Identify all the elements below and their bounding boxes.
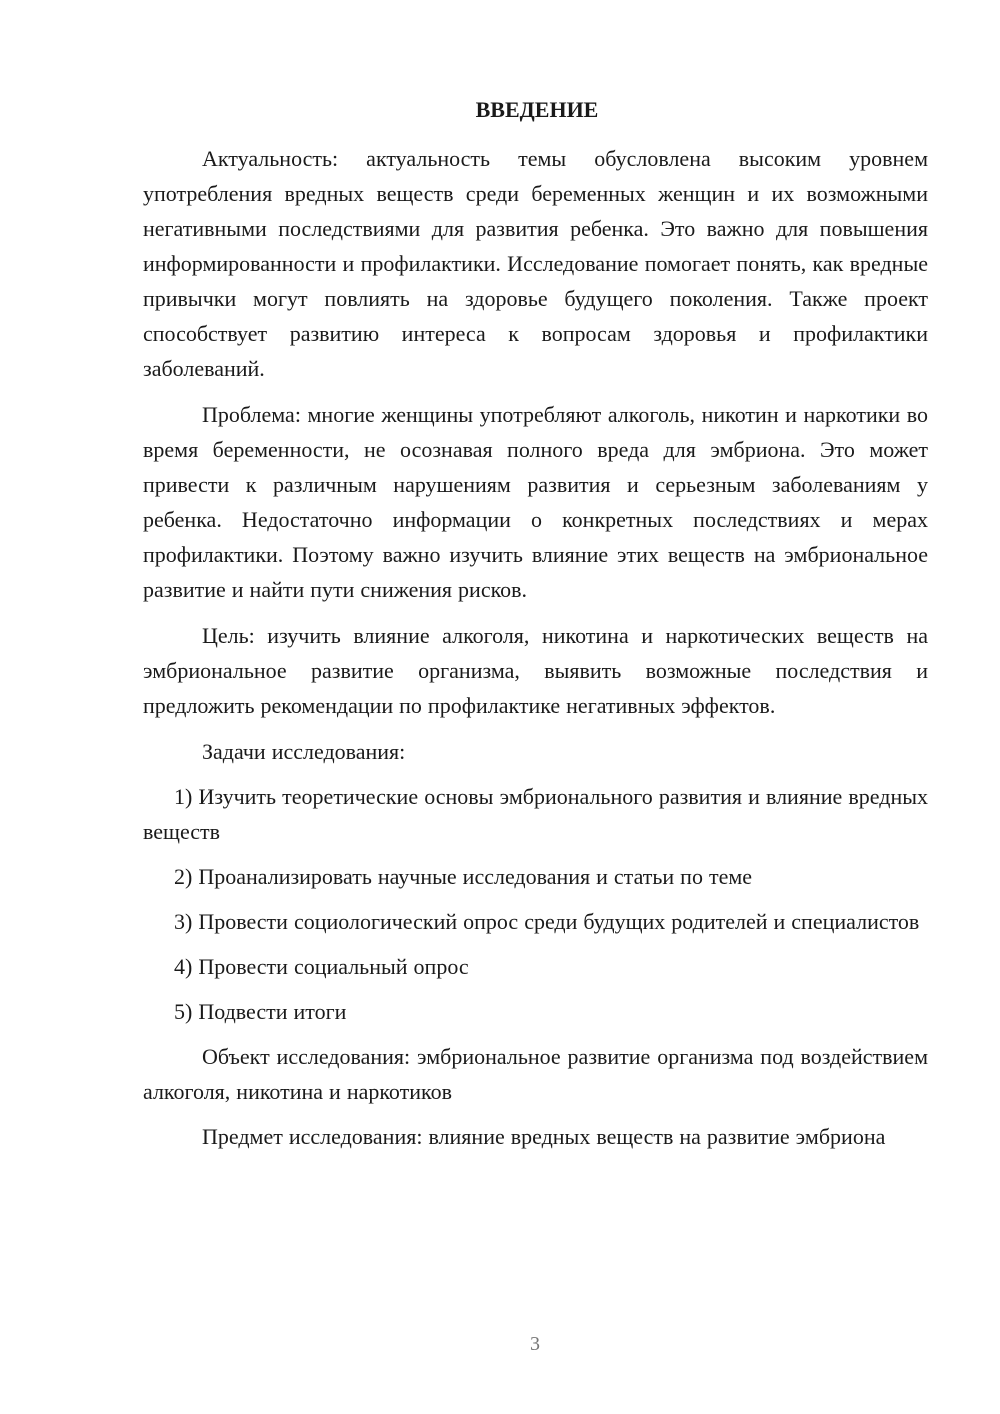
research-object-paragraph: Объект исследования: эмбриональное развитие организма под воздействием алкоголя, никотина и наркотиков bbox=[143, 1044, 928, 1104]
tasks-heading: Задачи исследования: bbox=[202, 739, 406, 764]
tasks-list bbox=[143, 779, 928, 1029]
task-item: 3) Провести социологический опрос среди будущих родителей и специалистов bbox=[174, 909, 920, 934]
problem-paragraph: Проблема: многие женщины употребляют алкоголь, никотин и наркотики во время беременности, не осознавая полного вреда для эмбриона. Это может привести к различным нарушениям развития и серьезным заболеваниям у ребенка. Недостаточно информации о конкретных последствиях и мерах профилактики. Поэтому важно изучить влияние этих веществ на эмбриональное развитие и найти пути снижения рисков. bbox=[143, 402, 928, 602]
task-item: 1) Изучить теоретические основы эмбрионального развития и влияние вредных веществ bbox=[143, 784, 928, 844]
task-item: 5) Подвести итоги bbox=[174, 999, 347, 1024]
page-number: 3 bbox=[530, 1333, 540, 1355]
goal-paragraph: Цель: изучить влияние алкоголя, никотина и наркотических веществ на эмбриональное развитие организма, выявить возможные последствия и предложить рекомендации по профилактике негативных эффектов. bbox=[143, 623, 928, 718]
task-item: 2) Проанализировать научные исследования и статьи по теме bbox=[174, 864, 753, 889]
section-title: ВВЕДЕНИЕ bbox=[475, 97, 599, 122]
research-subject-paragraph: Предмет исследования: влияние вредных веществ на развитие эмбриона bbox=[202, 1124, 886, 1149]
document-page bbox=[143, 92, 928, 1164]
relevance-paragraph: Актуальность: актуальность темы обусловлена высоким уровнем употребления вредных веществ среди беременных женщин и их возможными негативными последствиями для развития ребенка. Это важно для повышения информированности и профилактики. Исследование помогает понять, как вредные привычки могут повлиять на здоровье будущего поколения. Также проект способствует развитию интереса к вопросам здоровья и профилактики заболеваний. bbox=[143, 146, 928, 381]
task-item: 4) Провести социальный опрос bbox=[174, 954, 469, 979]
